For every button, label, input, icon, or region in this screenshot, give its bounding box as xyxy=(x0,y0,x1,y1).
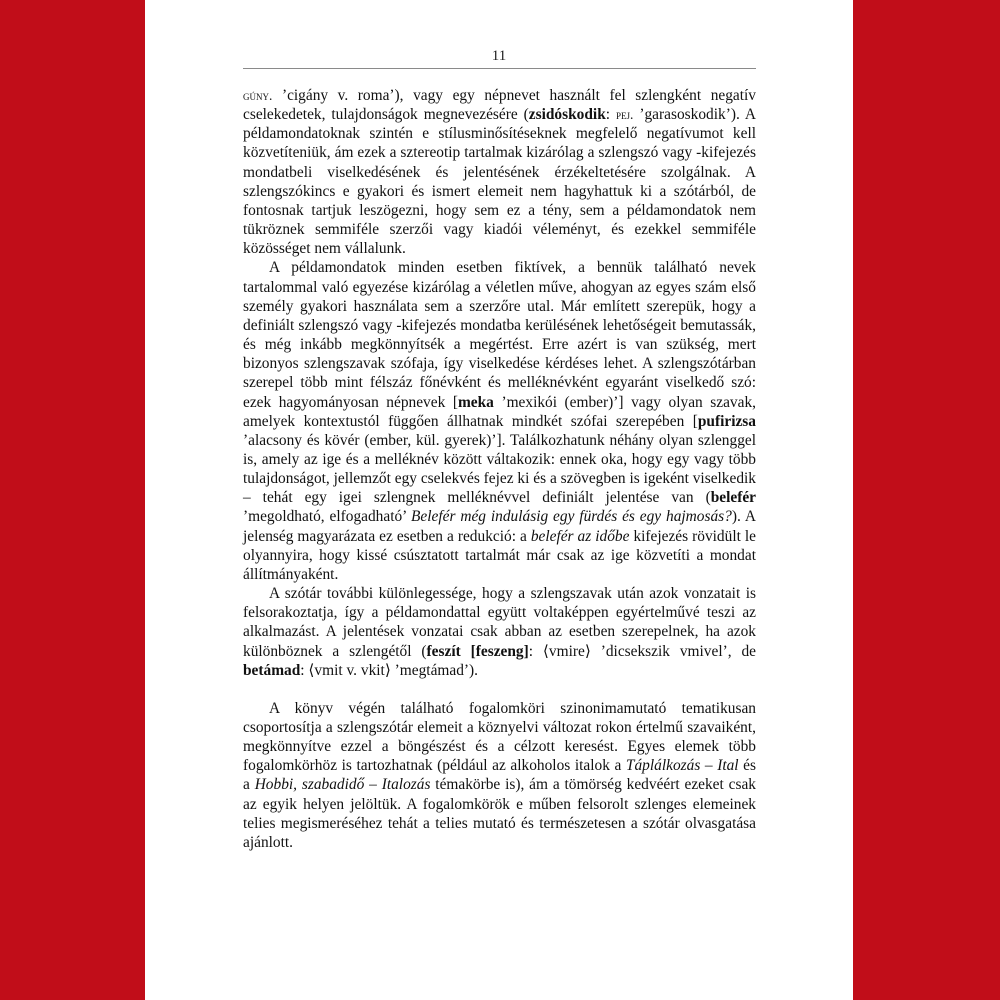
text-run: A könyv végén található fogalomköri szinonimamutató tematikusan csoportosítja a szlengszótár elemeit a köznyelvi változat rokon értelmű szavaiként, megkönnyítve ezzel a böngészést és a célzott keresést. Egyes elemek több fogalomkörhöz is tartozhatnak (például az alkoholos italok a xyxy=(243,699,756,775)
paragraph-1 xyxy=(243,86,756,258)
topic-name: Hobbi, szabadidő – Italozás xyxy=(254,776,431,794)
text-run: témakörbe is), ám a tömörség kedvéért ezeket csak az egyik helyen jelöltük. A fogalomkörök e műben felsorolt szlenges elemeinek telies megismeréséhez tehát a telies mutató és természetesen a szótár olvasgatása ajánlott. xyxy=(243,776,756,851)
paragraph-3 xyxy=(243,584,756,680)
text-run: : ⟨vmit v. vkit⟩ ’megtámad’). xyxy=(300,661,479,679)
paragraph-4 xyxy=(243,699,756,852)
text-run: : xyxy=(605,106,617,124)
headword: meka xyxy=(457,393,494,411)
text-run: ’megoldható, elfogadható’ xyxy=(243,508,412,526)
text-run: : ⟨vmire⟩ ’dicsekszik vmivel’, de xyxy=(528,642,756,660)
text-run: A szótár további különlegessége, hogy a szlengszavak után azok vonzatait is felsorakoztatja, így a példamondattal együtt voltaképpen egyértelművé teszi az alkalmazást. A jelentések vonzatai csak abban az esetben szerepelnek, ha azok különböznek a szlengétől ( xyxy=(243,585,756,660)
header-rule xyxy=(243,68,756,69)
style-label: pej. xyxy=(616,107,634,123)
example-sentence: Belefér még indulásig egy fürdés és egy hajmosás? xyxy=(411,508,732,526)
headword: feszít [feszeng] xyxy=(426,642,529,660)
topic-name: Táplálkozás – Ital xyxy=(625,757,739,775)
paragraph-2 xyxy=(243,258,756,584)
example-phrase: belefér az időbe xyxy=(530,527,630,545)
text-run: ’alacsony és kövér (ember, kül. gyerek)’]. Találkozhatunk néhány olyan szlenggel is, amely az ige és a melléknév között váltakozik: ennek oka, hogy egy vagy több tulajdonságot, jellemzőt egy cselekvés fejez ki és a szövegben is igeként viselkedik – tehát egy igei szlengnek melléknévvel definiált jelentése van ( xyxy=(243,431,756,507)
text-run: ’mexikói (ember)’] vagy olyan szavak, amelyek kontextustól függően állhatnak mindkét szófai szerepében [ xyxy=(243,393,757,430)
text-run: ). A jelenség magyarázata ez esetben a redukció: a xyxy=(243,508,756,545)
book-page xyxy=(145,0,853,1000)
headword: zsidóskodik xyxy=(528,106,606,124)
text-run: kifejezés rövidült le olyannyira, hogy kissé csúsztatott tartalmát már csak az ige közvetíti a mondat állítmányaként. xyxy=(243,527,756,583)
style-label: gúny. xyxy=(243,88,273,103)
text-run: A példamondatok minden esetben fiktívek, a bennük található nevek tartalommal való egyezése kizárólag a véletlen műve, ahogyan az egyes szám első személy gyakori használata sem a szerzőre utal. Már említett szerepük, hogy a definiált szlengszó vagy -kifejezés mondatba kerülésének lehetőségeit bemutassák, és még inkább megkönnyítsék a megértést. Erre azért is van szükség, mert bizonyos szlengszavak szófaja, így viselkedése kérdéses lehet. A szlengszótárban szerepel több mint félszáz főnévként és melléknévként egyaránt viselkedő szó: ezek hagyományosan népnevek [ xyxy=(243,259,756,411)
headword: betámad xyxy=(243,661,301,679)
body-text xyxy=(243,86,756,852)
headword: belefér xyxy=(710,489,756,507)
text-run: ’garasoskodik’). A példamondatoknak szintén e stílusminősítéseknek megfelelő negatívumot kell közvetíteniük, ám ezek a sztereotip tartalmak kizárólag a szlengszó vagy -kifejezés mondatbeli viselkedésének és jelentésének érzékeltetésére szolgálnak. A szlengszókincs e gyakori és ismert elemeit nem hagyhattuk ki a szótárból, de fontosnak tartjuk leszögezni, hogy sem ez a tény, sem a példamondatok nem tükröznek semmiféle szerzői vagy kiadói véleményt, és ezekkel semmiféle közösséget nem vállalunk. xyxy=(243,106,757,258)
text-run: ’cigány v. roma’), vagy egy népnevet használt fel szlengként negatív cselekedetek, tulajdonságok megnevezésére ( xyxy=(243,87,756,124)
headword: pufirizsa xyxy=(697,412,756,430)
page-number: 11 xyxy=(491,48,507,64)
text-run: és a xyxy=(243,757,756,794)
